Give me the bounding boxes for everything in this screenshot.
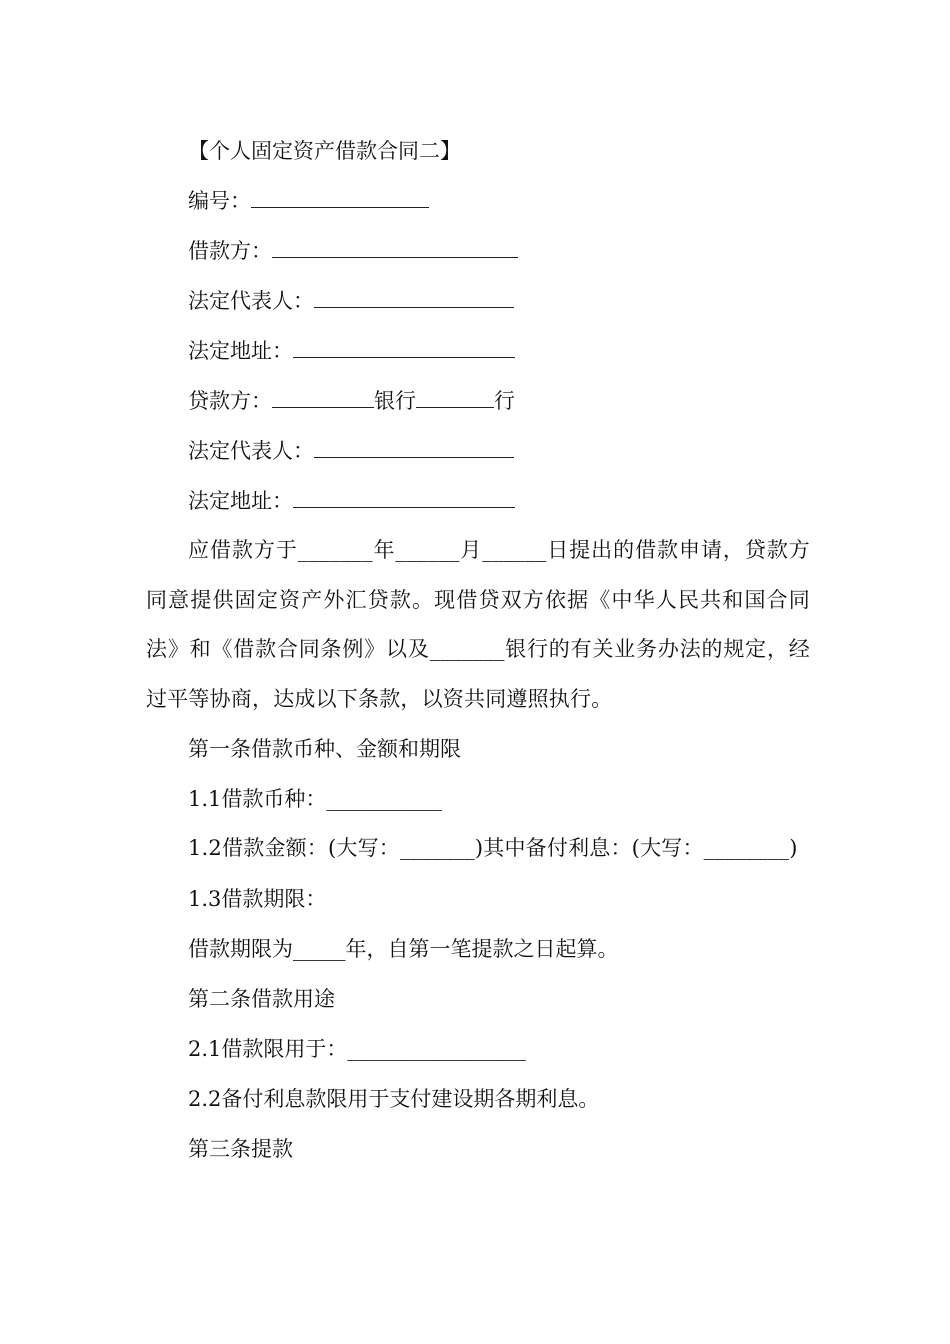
borrower-address-label: 法定地址： [188,339,293,363]
article-1-heading: 第一条借款币种、金额和期限 [188,737,461,761]
lender-address-blank [293,477,515,508]
lender-representative-label: 法定代表人： [188,439,314,463]
borrower-representative-blank [314,277,514,308]
item-1-3: 1.3借款期限： [188,886,327,911]
lender-bank-word: 银行 [374,389,416,413]
item-1-2: 1.2借款金额：(大写：_______)其中备付利息：(大写：________) [188,836,798,860]
lender-representative-row [146,426,810,476]
intro-paragraph: 应借款方于_______年______月______日提出的借款申请，贷款方同意提供固定资产外汇贷款。现借贷双方依据《中华人民共和国合同法》和《借款合同条例》以及_______银行的有关业务办法的规定，经过平等协商，达成以下条款，以资共同遵照执行。 [146,538,810,711]
contract-body [146,126,810,1174]
item-2-2: 2.2备付利息款限用于支付建设期各期利息。 [188,1086,600,1111]
serial-number-label: 编号： [188,189,251,213]
borrower-row [146,226,810,276]
article-3-heading: 第三条提款 [188,1136,293,1161]
contract-title: 【个人固定资产借款合同二】 [188,139,461,163]
lender-address-row [146,476,810,526]
item-1-1: 1.1借款币种：___________ [188,787,442,811]
lender-branch-blank [416,377,494,408]
lender-branch-word: 行 [494,389,515,413]
article-2-heading: 第二条借款用途 [188,986,335,1011]
borrower-blank [272,227,518,258]
item-2-1: 2.1借款限用于：_________________ [188,1036,526,1061]
lender-label: 贷款方： [188,389,272,413]
borrower-representative-label: 法定代表人： [188,289,314,313]
lender-representative-blank [314,427,514,458]
serial-number-blank [251,177,429,208]
borrower-label: 借款方： [188,239,272,263]
serial-number-row [146,176,810,226]
borrower-address-row [146,326,810,376]
borrower-representative-row [146,276,810,326]
borrower-address-blank [293,327,515,358]
lender-bank-blank [272,377,374,408]
loan-term-text: 借款期限为_____年，自第一笔提款之日起算。 [188,936,619,961]
lender-row [146,376,810,426]
lender-address-label: 法定地址： [188,489,293,513]
